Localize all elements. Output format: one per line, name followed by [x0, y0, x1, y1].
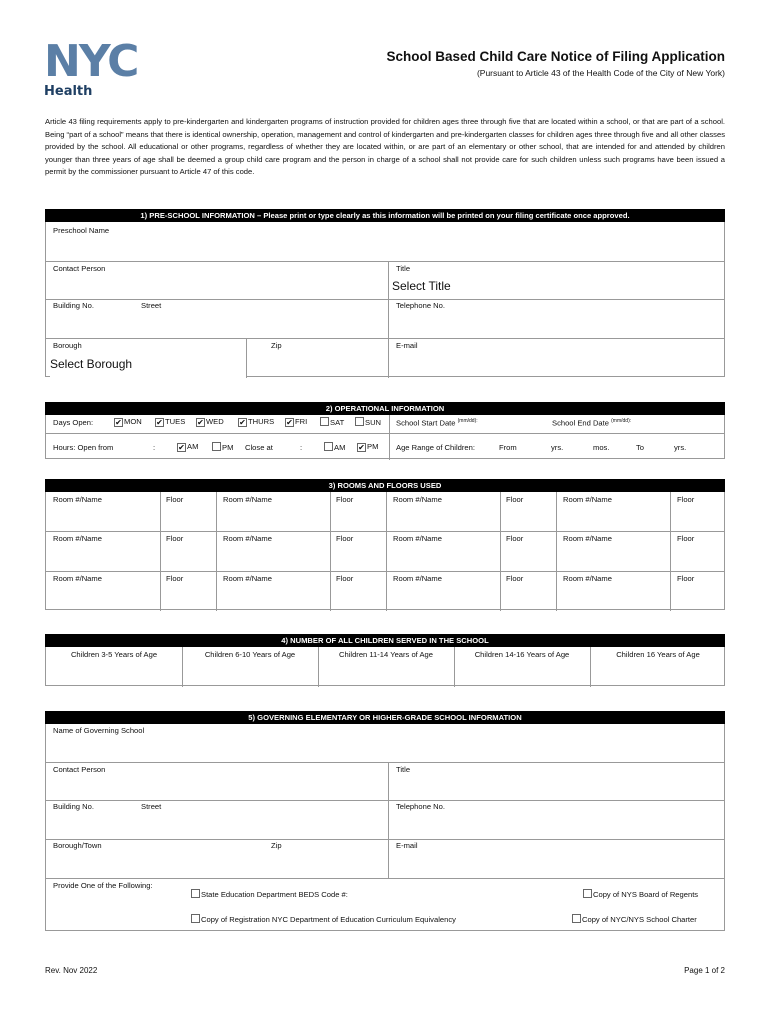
open-time-colon: :	[153, 443, 156, 452]
floor-label: Floor	[506, 495, 524, 504]
day-mon[interactable]: ✔ MON	[115, 417, 142, 427]
room-name-label: Room #/Name	[53, 534, 102, 543]
age-yrs-label: yrs.	[551, 443, 564, 452]
section-rooms-floors	[45, 479, 725, 610]
governing-school-name-label: Name of Governing School	[53, 726, 145, 735]
room-name-label: Room #/Name	[393, 495, 442, 504]
day-sat[interactable]: SAT	[320, 417, 344, 427]
floor-label: Floor	[336, 574, 354, 583]
section2-header: 2) OPERATIONAL INFORMATION	[45, 402, 725, 415]
children-16-label: Children 16 Years of Age	[616, 650, 700, 659]
floor-label: Floor	[336, 495, 354, 504]
close-at-label: Close at	[245, 443, 273, 452]
gov-borough-label: Borough/Town	[53, 841, 102, 850]
hours-open-from-label: Hours: Open from	[53, 443, 114, 452]
floor-label: Floor	[336, 534, 354, 543]
email-label: E-mail	[396, 341, 418, 350]
title-label: Title	[396, 264, 411, 273]
children-6-10-label: Children 6-10 Years of Age	[204, 650, 296, 659]
room-name-label: Room #/Name	[393, 574, 442, 583]
floor-label: Floor	[506, 534, 524, 543]
day-wed-checkbox[interactable]: ✔	[197, 418, 204, 427]
telephone-label: Telephone No.	[396, 301, 445, 310]
day-sun-checkbox[interactable]	[355, 417, 364, 426]
floor-label: Floor	[166, 495, 184, 504]
floor-label: Floor	[677, 574, 695, 583]
form-subtitle: (Pursuant to Article 43 of the Health Code of the City of New York)	[476, 68, 725, 78]
gov-zip-label: Zip	[271, 841, 282, 850]
school-start-date-label: School Start Date $^{(mm/dd):}$	[396, 418, 478, 428]
section1-header: 1) PRE-SCHOOL INFORMATION – Please print or type clearly as this information will be printed on your filing certificate once approved.	[45, 209, 725, 222]
room-name-label: Room #/Name	[223, 495, 272, 504]
close-pm-checkbox[interactable]: ✔	[358, 443, 365, 452]
days-open-label: Days Open:	[53, 418, 94, 427]
form-title: School Based Child Care Notice of Filing Application	[386, 49, 725, 64]
page-number: Page 1 of 2	[684, 966, 725, 975]
day-fri-checkbox[interactable]: ✔	[286, 418, 293, 427]
close-am-option[interactable]: AM	[324, 442, 345, 452]
gov-title-label: Title	[396, 765, 411, 774]
nyc-health-logo	[44, 36, 169, 102]
day-wed[interactable]: ✔ WED	[197, 417, 224, 427]
provide-one-label: Provide One of the Following:	[53, 881, 153, 890]
day-tues[interactable]: ✔ TUES	[156, 417, 186, 427]
opt-charter-checkbox[interactable]	[572, 914, 581, 923]
children-14-16-label: Children 14-16 Years of Age	[474, 650, 570, 659]
logo-nyc-text: NYC	[44, 36, 138, 87]
opt-regents-checkbox[interactable]	[583, 889, 592, 898]
preschool-name-label: Preschool Name	[53, 226, 110, 235]
intro-paragraph: Article 43 filing requirements apply to pre-kindergarten and kindergarten programs of instruction provided for children ages three through five that are located within a school, or that are part of a school. Being “part of a school” means that there is identical ownership, operation, management and control of kindergarten and pre-kindergarten classes for children ages three through five and all other classes provided by the school. All educational or other programs, regardless of whether they are located within, or are part of an elementary or other school, that are intended for and attended by children younger than three years of age shall be deemed a group child care program and the person in charge of a school shall not provide care for such children unless such programs have been issued a permit by the commissioner pursuant to Article 47 of this code.	[45, 117, 725, 177]
day-sun[interactable]: SUN	[355, 417, 381, 427]
school-end-date-label: School End Date $^{(mm/dd):}$	[552, 418, 632, 428]
section-governing-school	[45, 711, 725, 931]
age-range-label: Age Range of Children:	[396, 443, 475, 452]
section3-header: 3) ROOMS AND FLOORS USED	[45, 479, 725, 492]
day-thurs[interactable]: ✔ THURS	[239, 417, 275, 427]
day-fri[interactable]: ✔ FRI	[286, 417, 308, 427]
opt-board-of-regents[interactable]: Copy of NYS Board of Regents	[583, 889, 698, 899]
section5-header: 5) GOVERNING ELEMENTARY OR HIGHER-GRADE SCHOOL INFORMATION	[45, 711, 725, 724]
floor-label: Floor	[677, 495, 695, 504]
opt-beds-checkbox[interactable]	[191, 889, 200, 898]
section-operational-info	[45, 402, 725, 459]
room-name-label: Room #/Name	[563, 574, 612, 583]
room-name-label: Room #/Name	[563, 534, 612, 543]
close-pm-option[interactable]: ✔ PM	[358, 442, 379, 452]
children-3-5-label: Children 3-5 Years of Age	[70, 650, 158, 659]
open-am-checkbox[interactable]: ✔	[178, 443, 185, 452]
room-name-label: Room #/Name	[53, 574, 102, 583]
gov-email-label: E-mail	[396, 841, 418, 850]
floor-label: Floor	[506, 574, 524, 583]
opt-registration[interactable]: Copy of Registration NYC Department of Education Curriculum Equivalency	[191, 914, 456, 924]
age-to-label: To	[636, 443, 645, 452]
children-11-14-label: Children 11-14 Years of Age	[338, 650, 433, 659]
room-name-label: Room #/Name	[563, 495, 612, 504]
opt-registration-checkbox[interactable]	[191, 914, 200, 923]
open-pm-checkbox[interactable]	[212, 442, 221, 451]
gov-building-no-label: Building No.	[53, 802, 94, 811]
age-to-yrs-label: yrs.	[674, 443, 687, 452]
zip-label: Zip	[271, 341, 282, 350]
floor-label: Floor	[677, 534, 695, 543]
street-label: Street	[141, 301, 162, 310]
select-borough-dropdown[interactable]: Select Borough	[50, 357, 246, 377]
gov-street-label: Street	[141, 802, 162, 811]
floor-label: Floor	[166, 574, 184, 583]
room-name-label: Room #/Name	[53, 495, 102, 504]
select-title-dropdown[interactable]: Select Title	[392, 279, 451, 293]
age-mos-label: mos.	[593, 443, 610, 452]
close-time-colon: :	[300, 443, 303, 452]
building-no-label: Building No.	[53, 301, 94, 310]
opt-school-charter[interactable]: Copy of NYC/NYS School Charter	[572, 914, 697, 924]
section4-header: 4) NUMBER OF ALL CHILDREN SERVED IN THE SCHOOL	[45, 634, 725, 647]
gov-telephone-label: Telephone No.	[396, 802, 445, 811]
day-tues-checkbox[interactable]: ✔	[156, 418, 163, 427]
day-mon-checkbox[interactable]: ✔	[115, 418, 122, 427]
floor-label: Floor	[166, 534, 184, 543]
opt-beds-code[interactable]: State Education Department BEDS Code #:	[191, 889, 348, 899]
borough-label: Borough	[53, 341, 82, 350]
day-thurs-checkbox[interactable]: ✔	[239, 418, 246, 427]
room-name-label: Room #/Name	[223, 574, 272, 583]
room-name-label: Room #/Name	[223, 534, 272, 543]
contact-person-label: Contact Person	[53, 264, 106, 273]
revision-label: Rev. Nov 2022	[45, 966, 98, 975]
open-am-option[interactable]: ✔ AM	[178, 442, 199, 452]
room-name-label: Room #/Name	[393, 534, 442, 543]
day-sat-checkbox[interactable]	[320, 417, 329, 426]
open-pm-option[interactable]: PM	[212, 442, 233, 452]
gov-contact-person-label: Contact Person	[53, 765, 106, 774]
close-am-checkbox[interactable]	[324, 442, 333, 451]
section-preschool-info	[45, 209, 725, 377]
age-from-label: From	[499, 443, 517, 452]
logo-health-text: Health	[44, 84, 93, 99]
section-children-served	[45, 634, 725, 686]
